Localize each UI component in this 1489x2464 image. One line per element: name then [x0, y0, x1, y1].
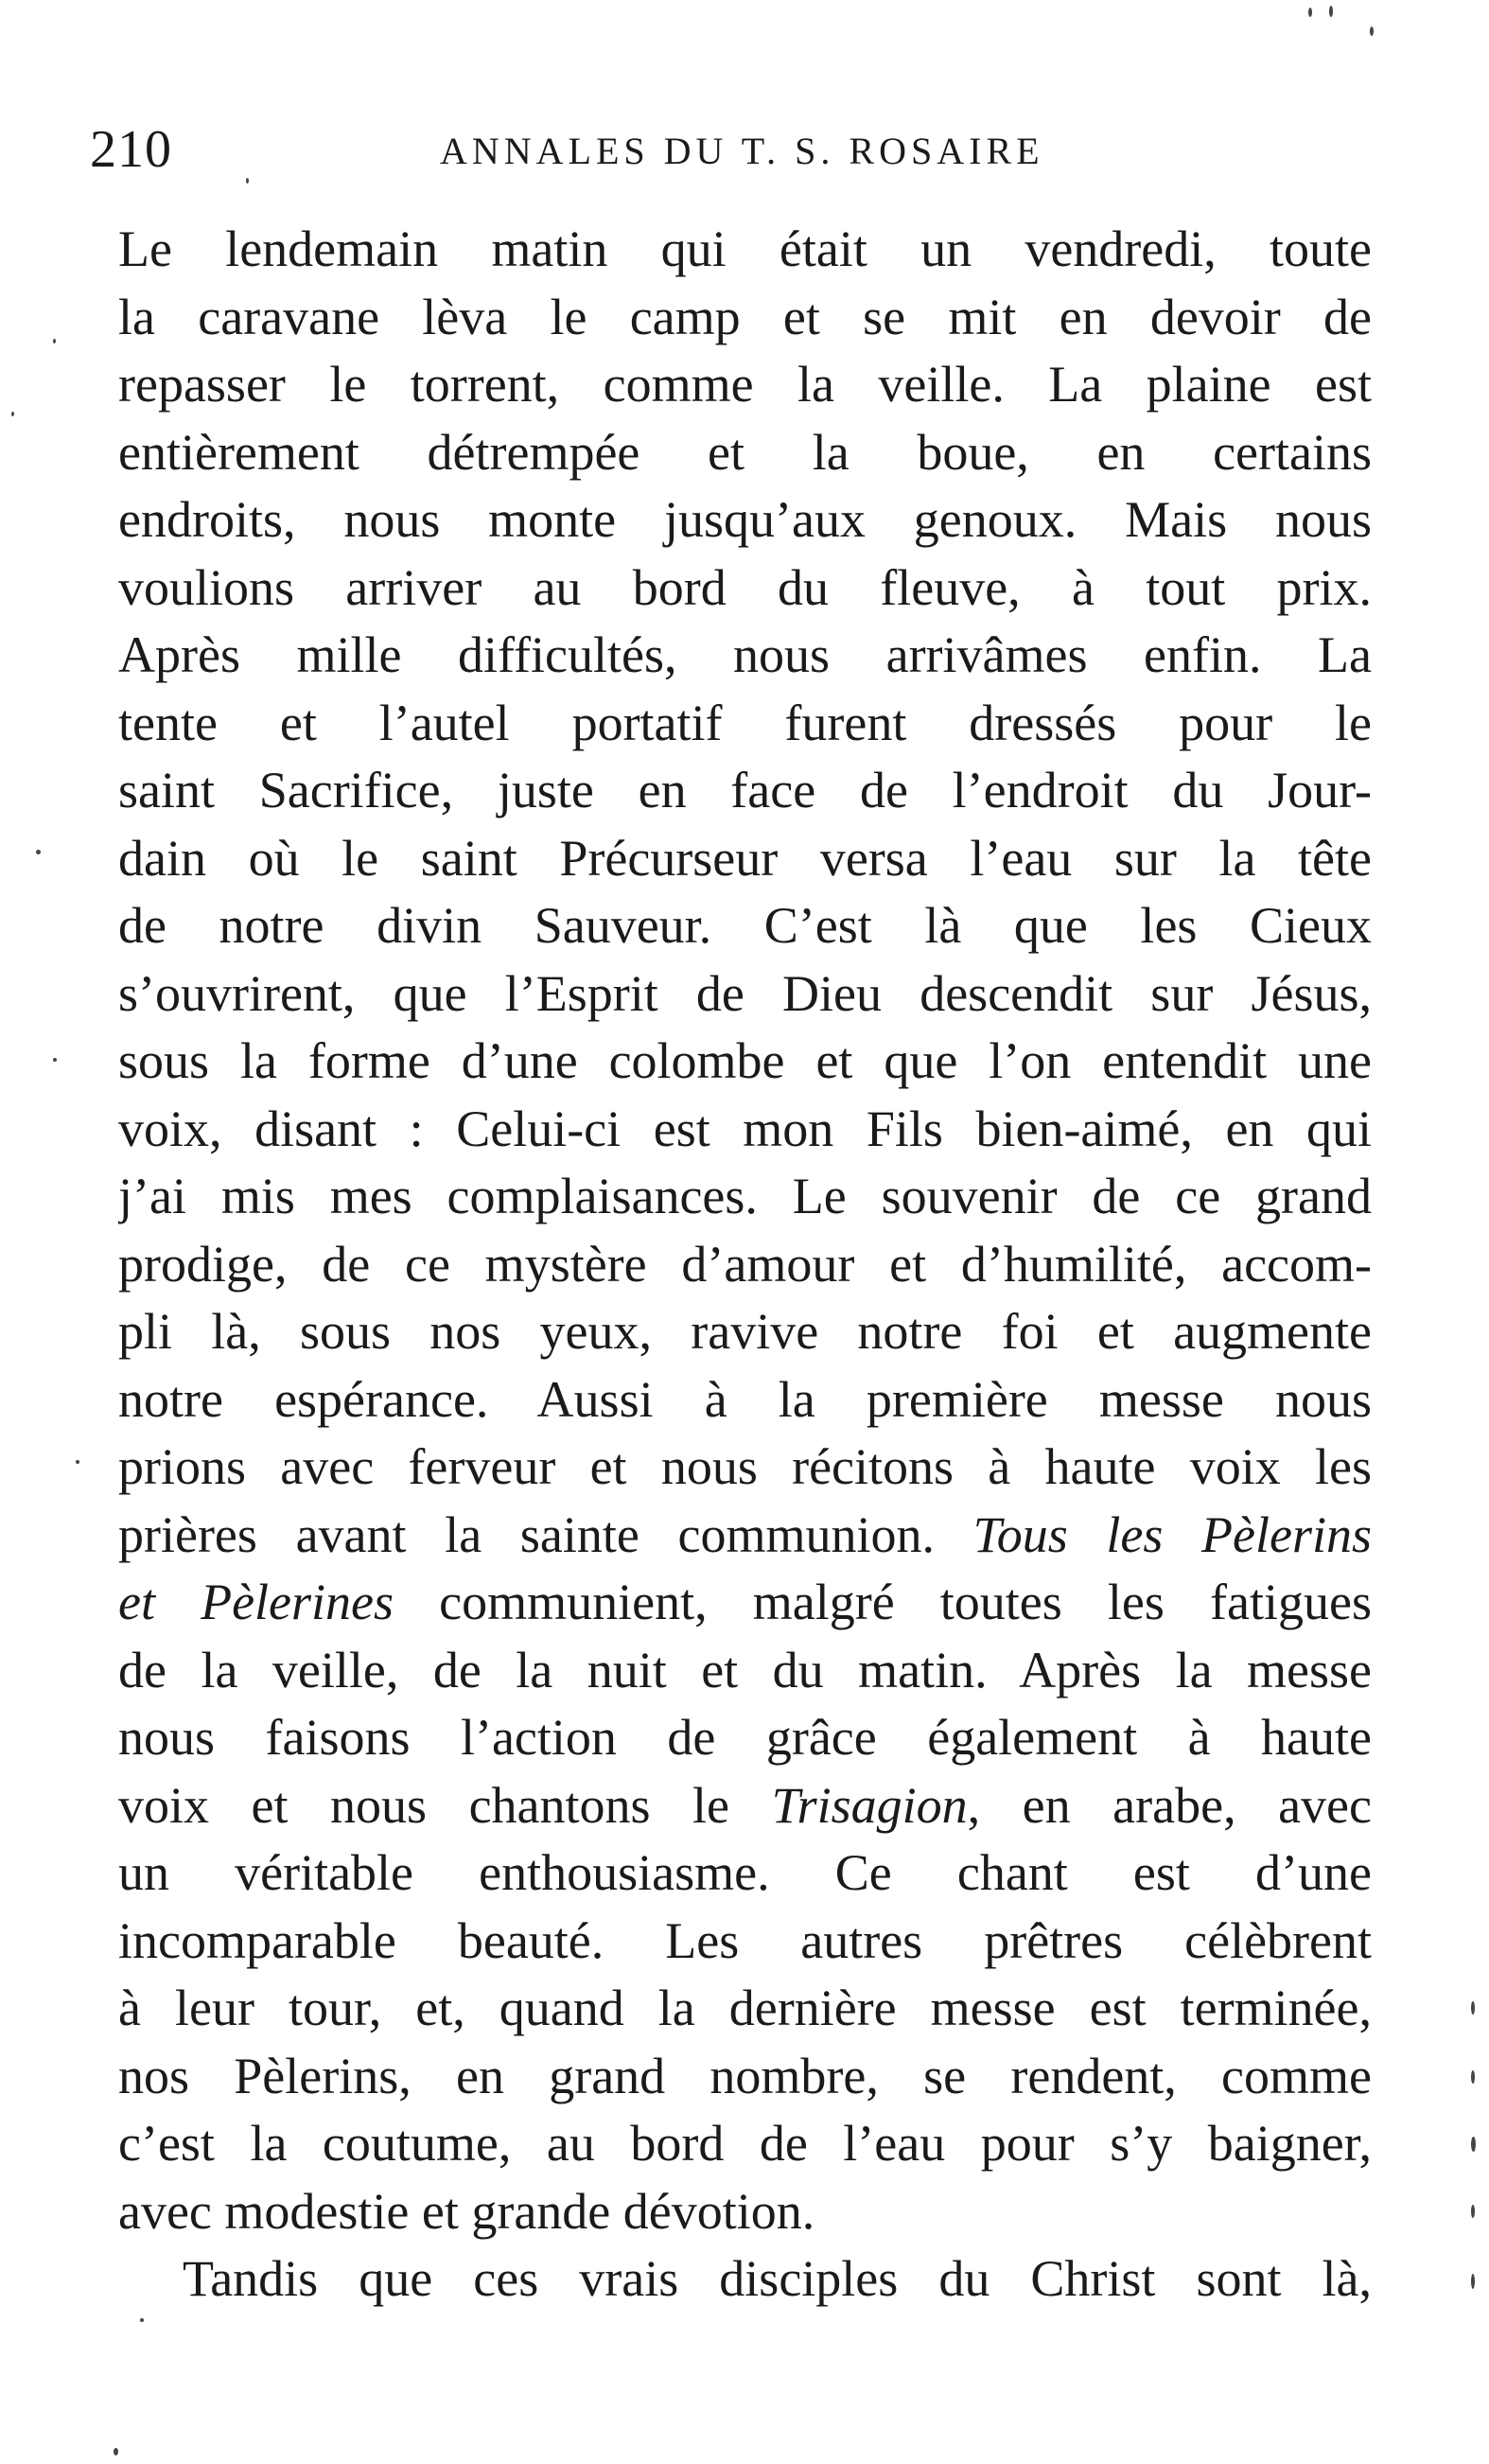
italic-phrase: Trisagion	[771, 1776, 968, 1834]
text-line: la caravane lèva le camp et se mit en devoir de	[118, 288, 1372, 345]
scan-speck	[140, 2318, 144, 2322]
paragraph-end-line: avec modestie et grande dévotion.	[118, 2182, 815, 2240]
scan-speck	[246, 178, 249, 184]
text-line: entièrement détrempée et la boue, en certains	[118, 423, 1372, 481]
text-line: et Pèlerines communient, malgré toutes les fatigues	[118, 1574, 1372, 1630]
scan-speck	[1471, 2001, 1475, 2015]
scan-speck	[1471, 2274, 1475, 2289]
text-line: voix, disant : Celui-ci est mon Fils bien-aimé, en qui	[118, 1100, 1372, 1157]
scan-speck	[1370, 26, 1374, 36]
scan-speck	[76, 1460, 79, 1464]
page-number: 210	[90, 120, 172, 179]
text-line: pli là, sous nos yeux, ravive notre foi et augmente	[118, 1303, 1372, 1360]
text-line: un véritable enthousiasme. Ce chant est d’une	[118, 1844, 1372, 1901]
text-line: nous faisons l’action de grâce également à haute	[118, 1709, 1372, 1766]
scan-speck	[1471, 2205, 1475, 2218]
text-line: prières avant la sainte communion. Tous les Pèlerins	[118, 1505, 1372, 1563]
text-line: Après mille difficultés, nous arrivâmes enfin. La	[118, 626, 1372, 683]
text-line: prions avec ferveur et nous récitons à haute voix les	[118, 1438, 1372, 1495]
text-line: endroits, nous monte jusqu’aux genoux. Mais nous	[118, 491, 1372, 548]
running-title: ANNALES DU T. S. ROSAIRE	[440, 130, 1044, 172]
text-line: j’ai mis mes complaisances. Le souvenir de ce grand	[118, 1168, 1372, 1224]
scan-speck	[1471, 2070, 1475, 2084]
text-line: voulions arriver au bord du fleuve, à tout prix.	[118, 558, 1372, 616]
text-line: incomparable beauté. Les autres prêtres célèbrent	[118, 1911, 1372, 1969]
scan-speck	[53, 1058, 57, 1062]
text-line: notre espérance. Aussi à la première messe nous	[118, 1370, 1372, 1428]
text-line: s’ouvrirent, que l’Esprit de Dieu descendit sur Jésus,	[118, 964, 1372, 1022]
text-line: tente et l’autel portatif furent dressés pour le	[118, 694, 1372, 751]
text-line: de notre divin Sauveur. C’est là que les Cieux	[118, 897, 1372, 954]
text-line: sous la forme d’une colombe et que l’on entendit une	[118, 1032, 1372, 1089]
italic-phrase: Tous les Pèlerins	[972, 1505, 1372, 1563]
text-line: de la veille, de la nuit et du matin. Après la messe	[118, 1641, 1372, 1698]
scan-speck	[1329, 6, 1333, 17]
text-line: voix et nous chantons le Trisagion, en arabe, avec	[118, 1776, 1372, 1834]
text-line: Le lendemain matin qui était un vendredi, toute	[118, 220, 1372, 277]
scan-speck	[53, 339, 56, 343]
text-line: nos Pèlerins, en grand nombre, se rendent, comme	[118, 2047, 1372, 2104]
text-line: prodige, de ce mystère d’amour et d’humilité, accom-	[118, 1235, 1372, 1293]
text-line: à leur tour, et, quand la dernière messe est terminée,	[118, 1980, 1372, 2036]
text-line: c’est la coutume, au bord de l’eau pour s’y baigner,	[118, 2115, 1372, 2172]
scan-speck	[1471, 2137, 1476, 2152]
page-header	[90, 112, 1414, 197]
italic-phrase: et Pèlerines	[118, 1574, 394, 1630]
scan-speck	[36, 850, 41, 854]
scan-speck	[1308, 8, 1312, 17]
body-text	[118, 216, 1372, 2314]
scan-speck	[11, 412, 14, 416]
text-line: dain où le saint Précurseur versa l’eau sur la tête	[118, 829, 1372, 887]
paragraph-start-line: Tandis que ces vrais disciples du Christ sont là,	[183, 2250, 1372, 2307]
scan-speck	[114, 2448, 118, 2455]
text-line: repasser le torrent, comme la veille. La plaine est	[118, 356, 1372, 413]
text-line: saint Sacrifice, juste en face de l’endroit du Jour-	[118, 762, 1372, 818]
